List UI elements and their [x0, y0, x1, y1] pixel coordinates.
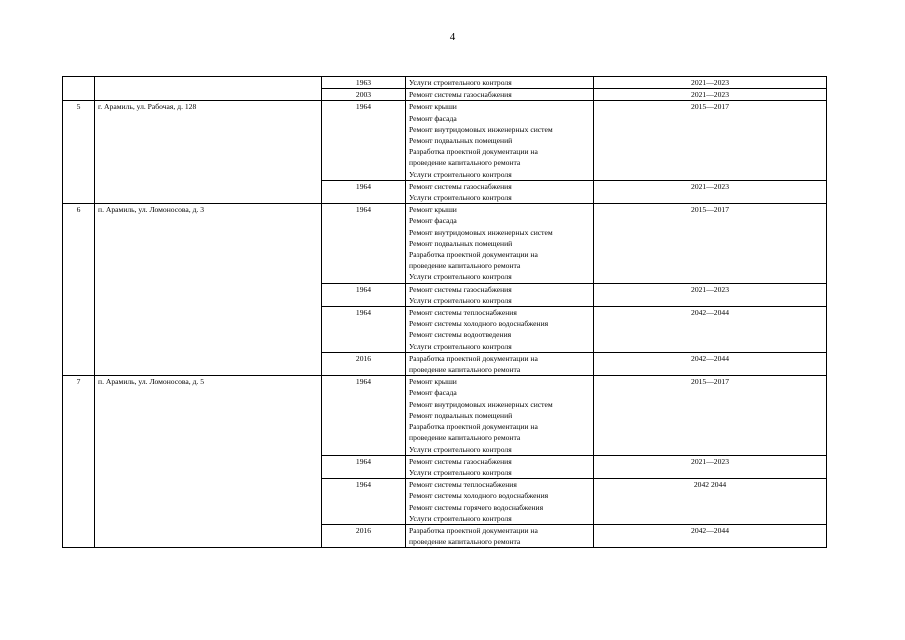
works-cell	[406, 307, 594, 353]
year-cell: 2003	[322, 89, 406, 101]
work-item: Услуги строительного контроля	[409, 295, 512, 305]
term-cell: 2021—2023	[594, 89, 827, 101]
works-cell	[406, 101, 594, 180]
work-item: Ремонт внутридомовых инженерных систем	[409, 124, 553, 134]
works-cell	[406, 352, 594, 375]
work-item: Ремонт крыши	[409, 205, 457, 215]
work-item: Услуги строительного контроля	[409, 444, 512, 454]
work-item: Ремонт системы холодного водоснабжения	[409, 319, 549, 329]
work-item: Ремонт системы теплоснабжения	[409, 480, 517, 490]
work-item: проведение капитального ремонта	[409, 158, 521, 168]
year-cell: 1964	[322, 376, 406, 455]
capital-repair-table	[62, 76, 827, 548]
works-cell	[406, 524, 594, 547]
work-item: Ремонт системы газоснабжения	[409, 90, 512, 100]
work-item: Услуги строительного контроля	[409, 193, 512, 203]
term-cell: 2042—2044	[594, 352, 827, 375]
work-item: Разработка проектной документации на	[409, 250, 538, 260]
year-cell: 1964	[322, 101, 406, 180]
term-cell: 2015—2017	[594, 376, 827, 455]
work-item: Услуги строительного контроля	[409, 341, 512, 351]
year-cell: 1964	[322, 479, 406, 525]
work-item: Услуги строительного контроля	[409, 272, 512, 282]
work-item: Ремонт подвальных помещений	[409, 238, 513, 248]
year-cell: 1964	[322, 204, 406, 283]
house-address-cell	[95, 77, 322, 101]
work-item: Ремонт фасада	[409, 216, 457, 226]
work-item: Ремонт системы водоотведения	[409, 330, 512, 340]
work-item: Услуги строительного контроля	[409, 78, 512, 87]
house-number-cell: 6	[63, 204, 95, 376]
work-item: Ремонт системы газоснабжения	[409, 284, 512, 294]
work-item: Ремонт крыши	[409, 102, 457, 112]
year-cell: 1964	[322, 455, 406, 478]
work-item: Разработка проектной документации на	[409, 353, 538, 363]
house-address-cell: п. Арамиль, ул. Ломоносова, д. 5	[95, 376, 322, 548]
work-item: Ремонт внутридомовых инженерных систем	[409, 227, 553, 237]
term-cell: 2021—2023	[594, 77, 827, 89]
work-item: проведение капитального ремонта	[409, 433, 521, 443]
work-item: проведение капитального ремонта	[409, 537, 521, 547]
works-cell	[406, 283, 594, 306]
house-number-cell: 5	[63, 101, 95, 204]
work-item: Ремонт фасада	[409, 388, 457, 398]
house-address-cell: г. Арамиль, ул. Рабочая, д. 128	[95, 101, 322, 204]
term-cell: 2042—2044	[594, 524, 827, 547]
year-cell: 2016	[322, 352, 406, 375]
works-cell	[406, 77, 594, 89]
year-cell: 1964	[322, 307, 406, 353]
term-cell: 2015—2017	[594, 204, 827, 283]
house-number-cell	[63, 77, 95, 101]
work-item: Услуги строительного контроля	[409, 467, 512, 477]
works-cell	[406, 204, 594, 283]
works-cell	[406, 89, 594, 101]
term-cell: 2015—2017	[594, 101, 827, 180]
work-item: Ремонт внутридомовых инженерных систем	[409, 399, 553, 409]
work-item: Ремонт системы теплоснабжения	[409, 308, 517, 318]
work-item: Услуги строительного контроля	[409, 513, 512, 523]
work-item: проведение капитального ремонта	[409, 261, 521, 271]
work-item: Ремонт системы газоснабжения	[409, 181, 512, 191]
work-item: Разработка проектной документации на	[409, 422, 538, 432]
work-item: Ремонт подвальных помещений	[409, 410, 513, 420]
table-row	[63, 376, 827, 455]
term-cell: 2021—2023	[594, 180, 827, 203]
term-cell: 2042—2044	[594, 307, 827, 353]
work-item: Разработка проектной документации на	[409, 525, 538, 535]
table-row	[63, 204, 827, 283]
work-item: Услуги строительного контроля	[409, 169, 512, 179]
term-cell: 2021—2023	[594, 455, 827, 478]
work-item: Ремонт системы газоснабжения	[409, 456, 512, 466]
term-cell: 2042 2044	[594, 479, 827, 525]
work-item: Ремонт системы холодного водоснабжения	[409, 491, 549, 501]
page-number: 4	[449, 31, 456, 43]
work-item: проведение капитального ремонта	[409, 365, 521, 375]
table-row	[63, 101, 827, 180]
work-item: Ремонт фасада	[409, 113, 457, 123]
works-cell	[406, 376, 594, 455]
works-cell	[406, 479, 594, 525]
house-address-cell: п. Арамиль, ул. Ломоносова, д. 3	[95, 204, 322, 376]
works-cell	[406, 180, 594, 203]
work-item: Ремонт подвальных помещений	[409, 136, 513, 146]
year-cell: 2016	[322, 524, 406, 547]
work-item: Ремонт крыши	[409, 377, 457, 387]
term-cell: 2021—2023	[594, 283, 827, 306]
year-cell: 1963	[322, 77, 406, 89]
work-item: Ремонт системы горячего водоснабжения	[409, 502, 544, 512]
table-row	[63, 77, 827, 89]
work-item: Разработка проектной документации на	[409, 147, 538, 157]
year-cell: 1964	[322, 180, 406, 203]
house-number-cell: 7	[63, 376, 95, 548]
works-cell	[406, 455, 594, 478]
year-cell: 1964	[322, 283, 406, 306]
